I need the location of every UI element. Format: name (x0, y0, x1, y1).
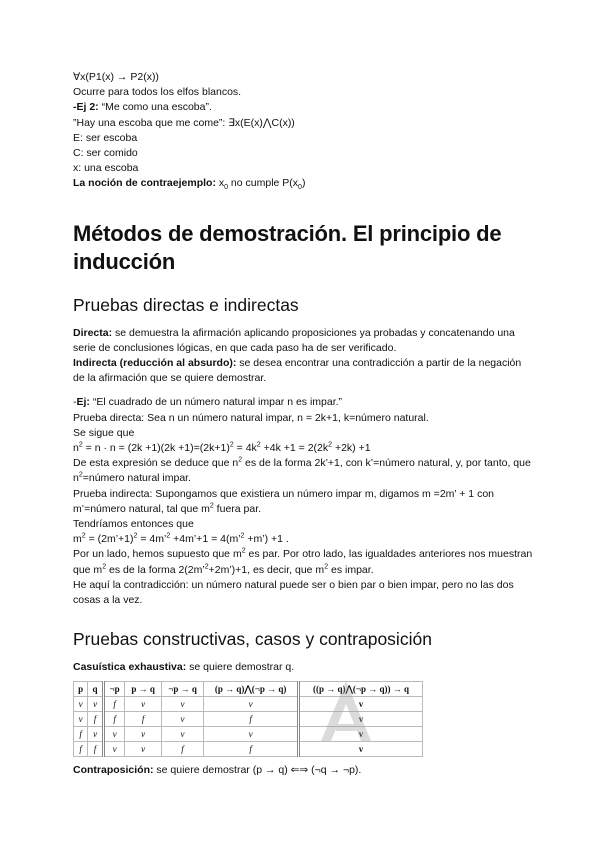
table-cell: v (125, 742, 161, 757)
superscript: 2 (229, 441, 234, 449)
table-row (74, 712, 423, 727)
table-cell: v (161, 727, 203, 742)
counterexample-text: no cumple P(x (228, 177, 299, 190)
table-cell: v (299, 712, 423, 727)
table-header: p (74, 682, 88, 697)
text-part: es de la forma 2(2m’ (106, 563, 205, 576)
text-part: es de la forma 2k’+1, con k’=número natural, y, por tanto, que n (73, 457, 531, 485)
text-part: es impar. (328, 563, 374, 576)
subscript: 0 (298, 184, 302, 192)
text-part: Prueba indirecta: Supongamos que existiera un número impar m, digamos m =2m’ + 1 con m’=número natural, tal que m (73, 487, 494, 515)
proof-line: Tendríamos entonces que (73, 518, 194, 531)
subscript: 0 (224, 184, 229, 192)
truth-table-header-row (74, 682, 423, 697)
table-cell: v (161, 697, 203, 712)
eq-part: +2k) +1 (332, 442, 371, 455)
superscript: 2 (240, 532, 245, 540)
table-cell: f (88, 742, 104, 757)
counterexample-line (73, 176, 533, 191)
table-cell: f (204, 712, 299, 727)
table-header: ¬p → q (161, 682, 203, 697)
directa-paragraph (73, 326, 533, 356)
definition-c: C: ser comido (73, 147, 138, 160)
superscript: 2 (166, 532, 171, 540)
table-cell: f (161, 742, 203, 757)
example-line (73, 395, 533, 410)
proof-equation (73, 532, 533, 547)
casuistica-text: se quiere demostrar q. (186, 661, 295, 674)
table-cell: v (74, 712, 88, 727)
proof-line: Prueba directa: Sea n un número natural impar, n = 2k+1, k=número natural. (73, 411, 429, 424)
eq-part: +4k +1 = 2(2k (260, 442, 329, 455)
table-cell: f (74, 742, 88, 757)
table-header: ¬p (103, 682, 125, 697)
proof-paragraph (73, 547, 533, 577)
superscript: 2 (204, 563, 209, 571)
counterexample-close: ) (301, 177, 306, 190)
example-label: Ej: (76, 396, 90, 409)
table-cell: f (74, 727, 88, 742)
text-part: fuera par. (213, 502, 262, 515)
table-cell: f (125, 712, 161, 727)
directa-label: Directa: (73, 326, 113, 339)
proof-line: Se sigue que (73, 426, 135, 439)
example-label: -Ej 2: (73, 101, 99, 114)
table-cell: v (299, 697, 423, 712)
proof-equation (73, 441, 533, 456)
superscript: 2 (328, 441, 333, 449)
table-row (74, 697, 423, 712)
eq-part: = (2m’+1) (85, 533, 134, 546)
eq-part: +m’) +1 . (244, 533, 289, 546)
definition-x: x: una escoba (73, 162, 139, 175)
eq-part: n (73, 442, 79, 455)
superscript: 2 (102, 563, 107, 571)
table-cell: v (103, 742, 125, 757)
text-part: +2m’)+1, es decir, que m (208, 563, 325, 576)
table-cell: v (125, 727, 161, 742)
example-2-line (73, 100, 533, 115)
example-prefix: - (73, 396, 77, 409)
table-cell: f (88, 712, 104, 727)
counterexample-label: La noción de contraejemplo: (73, 177, 216, 190)
table-cell: v (161, 712, 203, 727)
truth-table (73, 681, 423, 757)
intro-line: Ocurre para todos los elfos blancos. (73, 86, 242, 99)
table-header: p → q (125, 682, 161, 697)
superscript: 2 (209, 502, 214, 510)
superscript: 2 (238, 456, 243, 464)
eq-part: = n · n = (2k +1)(2k +1)=(2k+1) (82, 442, 230, 455)
eq-part: m (73, 533, 82, 546)
table-cell: f (103, 697, 125, 712)
text-part: es par. Por otro lado, las igualdades anteriores nos muestran que m (73, 548, 533, 576)
table-cell: v (125, 697, 161, 712)
formula-line-2: ”Hay una escoba que me come”: ∃x(E(x)⋀C(x)) (73, 116, 295, 129)
casuistica-line (73, 660, 533, 675)
section-heading-constructive: Pruebas constructivas, casos y contraposición (73, 629, 432, 650)
indirecta-paragraph (73, 356, 533, 386)
counterexample-var: x (215, 177, 225, 190)
contraposicion-label: Contraposición: (73, 764, 154, 777)
eq-part: = 4m’ (137, 533, 167, 546)
table-cell: v (299, 727, 423, 742)
superscript: 2 (256, 441, 261, 449)
superscript: 2 (133, 532, 138, 540)
superscript: 2 (78, 471, 83, 479)
table-cell: v (74, 697, 88, 712)
formula-line: ∀x(P1(x) → P2(x)) (73, 71, 159, 83)
example-text: “Me como una escoba”. (98, 101, 212, 114)
table-header: q (88, 682, 104, 697)
directa-text: se demuestra la afirmación aplicando proposiciones ya probadas y concatenando una serie de conclusiones lógicas, en que cada paso ha de ser verificado. (73, 326, 515, 354)
section-heading-direct-indirect: Pruebas directas e indirectas (73, 294, 299, 315)
eq-part: +4m’+1 = 4(m’ (170, 533, 241, 546)
table-row (74, 742, 423, 757)
table-cell: v (88, 727, 104, 742)
table-row (74, 727, 423, 742)
chapter-title: Métodos de demostración. El principio de inducción (73, 220, 502, 274)
casuistica-label: Casuística exhaustiva: (73, 661, 187, 674)
proof-paragraph (73, 487, 533, 517)
text-part: Por un lado, hemos supuesto que m (73, 548, 242, 561)
table-cell: v (299, 742, 423, 757)
table-cell: v (88, 697, 104, 712)
table-cell: f (204, 742, 299, 757)
indirecta-label: Indirecta (reducción al absurdo): (73, 357, 237, 370)
table-cell: v (103, 727, 125, 742)
text-part: =número natural impar. (82, 472, 192, 485)
contraposicion-line (73, 763, 533, 778)
table-cell: v (204, 727, 299, 742)
superscript: 2 (241, 547, 246, 555)
table-cell: f (103, 712, 125, 727)
example-text: “El cuadrado de un número natural impar n es impar.” (89, 396, 343, 409)
superscript: 2 (78, 441, 83, 449)
document-page (73, 70, 533, 779)
contraposicion-text: se quiere demostrar (p → q) ⇐⇒ (¬q → ¬p). (153, 764, 362, 777)
proof-paragraph (73, 456, 533, 486)
eq-part: = 4k (233, 442, 257, 455)
text-part: De esta expresión se deduce que n (73, 457, 239, 470)
superscript: 2 (81, 532, 86, 540)
definition-e: E: ser escoba (73, 131, 138, 144)
table-cell: v (204, 697, 299, 712)
indirecta-text: se desea encontrar una contradicción a partir de la negación de la afirmación que se quiere demostrar. (73, 357, 522, 385)
table-header: ((p → q)⋀(¬p → q)) → q (299, 682, 423, 697)
superscript: 2 (324, 563, 329, 571)
proof-paragraph: He aquí la contradicción: un número natural puede ser o bien par o bien impar, pero no las dos cosas a la vez. (73, 578, 514, 607)
table-header: (p → q)⋀(¬p → q) (204, 682, 299, 697)
